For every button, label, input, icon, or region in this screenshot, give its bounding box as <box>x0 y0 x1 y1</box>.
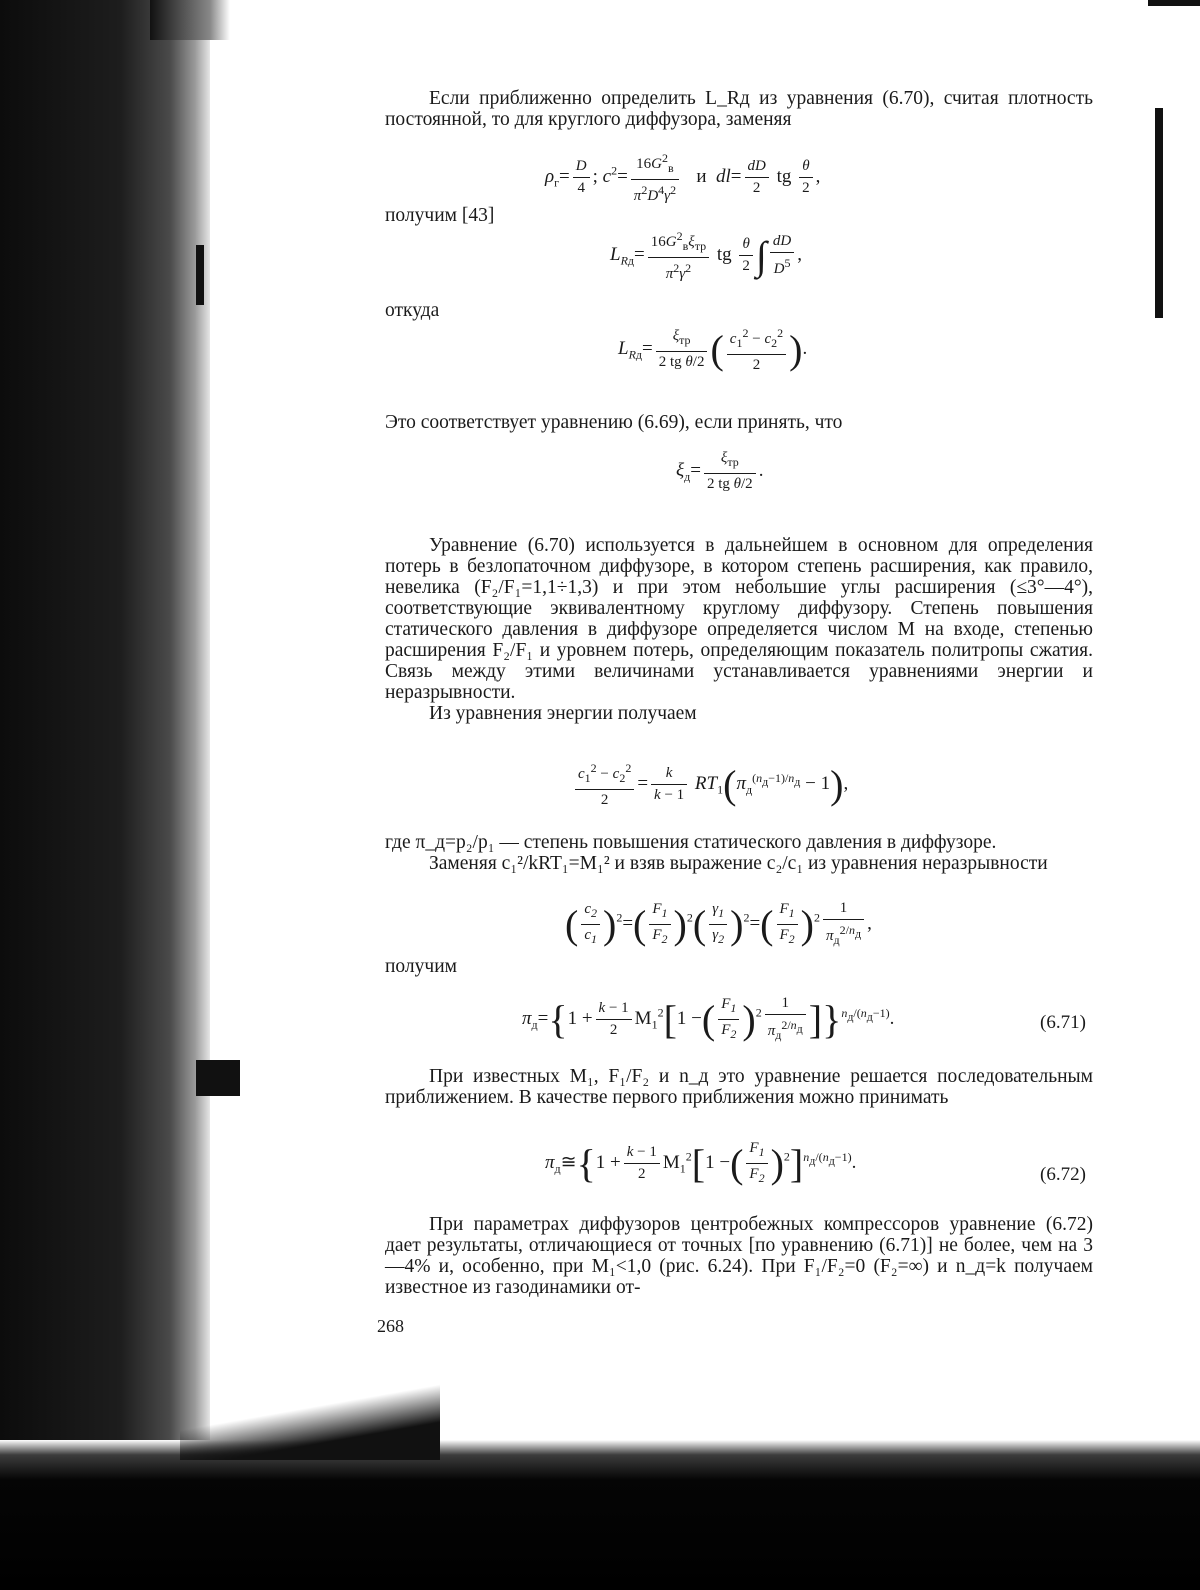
scan-shadow-left <box>0 0 210 1590</box>
paragraph-4: Из уравнения энергии получаем <box>429 703 697 724</box>
scan-mark-left-1 <box>196 245 204 305</box>
formula-3: $L_{Rд}=$ $\frac{\xi_{тр}}{\text{2 tg θ/2}}$ ( $\frac{c_1^2 - c_2^2}{2}$ ). <box>618 326 808 373</box>
scan-shadow-corner <box>150 0 230 40</box>
label-poluchim-43: получим [43] <box>385 205 495 226</box>
equation-number-6-71: (6.71) <box>1040 1012 1086 1033</box>
paragraph-1: Если приближенно определить L_Rд из уравнения (6.70), считая плотность постоянной, то для круглого диффузора, заменяя <box>385 88 1093 130</box>
label-poluchim: получим <box>385 956 457 977</box>
formula-6: ( $\frac{c_2}{c_1}$ )$^2$=( $\frac{F_1}{F_2}$ )$^2$( $\frac{\gamma_1}{\gamma_2}$ )$^2$=( $\frac{F_1}{F_2}$ )$^2$ $\frac{1}{\pi_д^{2/n_д}}$ , <box>565 900 872 947</box>
document-body-6 <box>385 1214 1093 1298</box>
document-body-2 <box>385 412 1093 433</box>
paragraph-3: Уравнение (6.70) используется в дальнейшем в основном для определения потерь в безлопаточном диффузоре, в котором степень расширения, как правило, невелика (F₂/F₁=1,1÷1,3) и при этом небольшие углы расширения (≤3°—4°), соответствующие эквивалентному круглому диффузору. Степень повышения статического давления в диффузоре определяется числом M на входе, степенью расширения F₂/F₁ и уровнем потерь, определяющим показатель политропы сжатия. Связь между этими величинами устанавливается уравнениями энергии и неразрывности. <box>385 535 1093 703</box>
scan-shadow-bottom <box>0 1440 1200 1590</box>
paragraph-7: При известных M₁, F₁/F₂ и n_д это уравнение решается последовательным приближением. В качестве первого приближения можно принимать <box>385 1066 1093 1108</box>
paragraph-2: Это соответствует уравнению (6.69), если принять, что <box>385 412 843 433</box>
paragraph-6: Заменяя c₁²/kRT₁=M₁² и взяв выражение c₂/c₁ из уравнения неразрывности <box>429 853 1048 874</box>
formula-5: $\frac{c_1^2 - c_2^2}{2}$ = $\frac{k}{k - 1}$ $RT_1(\pi_д^{(n_д-1)/n_д} - 1)$, <box>572 760 848 809</box>
formula-8: $\pi_д≅\{1$ + $\frac{k - 1}{2}$ $M_1^2[1$ −( $\frac{F_1}{F_2}$ )$^2$]$^{n_д/(n_д-1)}$. <box>545 1140 857 1186</box>
scan-mark-right <box>1155 108 1163 318</box>
document-body-3 <box>385 535 1093 724</box>
equation-number-6-72: (6.72) <box>1040 1164 1086 1185</box>
paragraph-8: При параметрах диффузоров центробежных компрессоров уравнение (6.72) дает результаты, отличающиеся от точных [по уравнению (6.71)] не более, чем на 3—4% и, особенно, при M₁<1,0 (рис. 6.24). При F₁/F₂=0 (F₂=∞) и n_д=k получаем известное из газодинамики от- <box>385 1214 1093 1298</box>
scan-shadow-wedge <box>180 1380 440 1460</box>
document-body-4 <box>385 832 1093 874</box>
scan-mark-left-2 <box>196 1060 240 1096</box>
formula-2: $L_{Rд}=$ $\frac{16G^2_в\xi_{тр}}{\pi^2\gamma^2}$ tg $\frac{\theta}{2}$ ∫ $\frac{dD}{D^5}$ , <box>610 229 802 282</box>
document-body <box>385 88 1093 130</box>
formula-7: $\pi_д=\{1$ + $\frac{k - 1}{2}$ $M_1^2[1$ −( $\frac{F_1}{F_2}$ )$^2$ $\frac{1}{\pi_д^{2/n_д}}$ ]}$^{n_д/(n_д-1)}$. <box>522 995 895 1042</box>
paragraph-5: где π_д=p₂/p₁ — степень повышения статического давления в диффузоре. <box>385 832 997 853</box>
document-body-5 <box>385 1066 1093 1108</box>
formula-1: $\rho_г=$ $\frac{D}{4}$ ; $c^2=$ $\frac{16G^2_в}{\pi^2D^4\gamma^2}$ и dl= $\frac{dD}{2}$ tg $\frac{\theta}{2}$ , <box>545 151 821 204</box>
page-number: 268 <box>377 1316 404 1336</box>
label-otkuda: откуда <box>385 300 440 321</box>
formula-4: $\xi_д=$ $\frac{\xi_{тр}}{\text{2 tg θ/2}}$ . <box>676 450 764 492</box>
scan-mark-top-right <box>1148 0 1200 6</box>
